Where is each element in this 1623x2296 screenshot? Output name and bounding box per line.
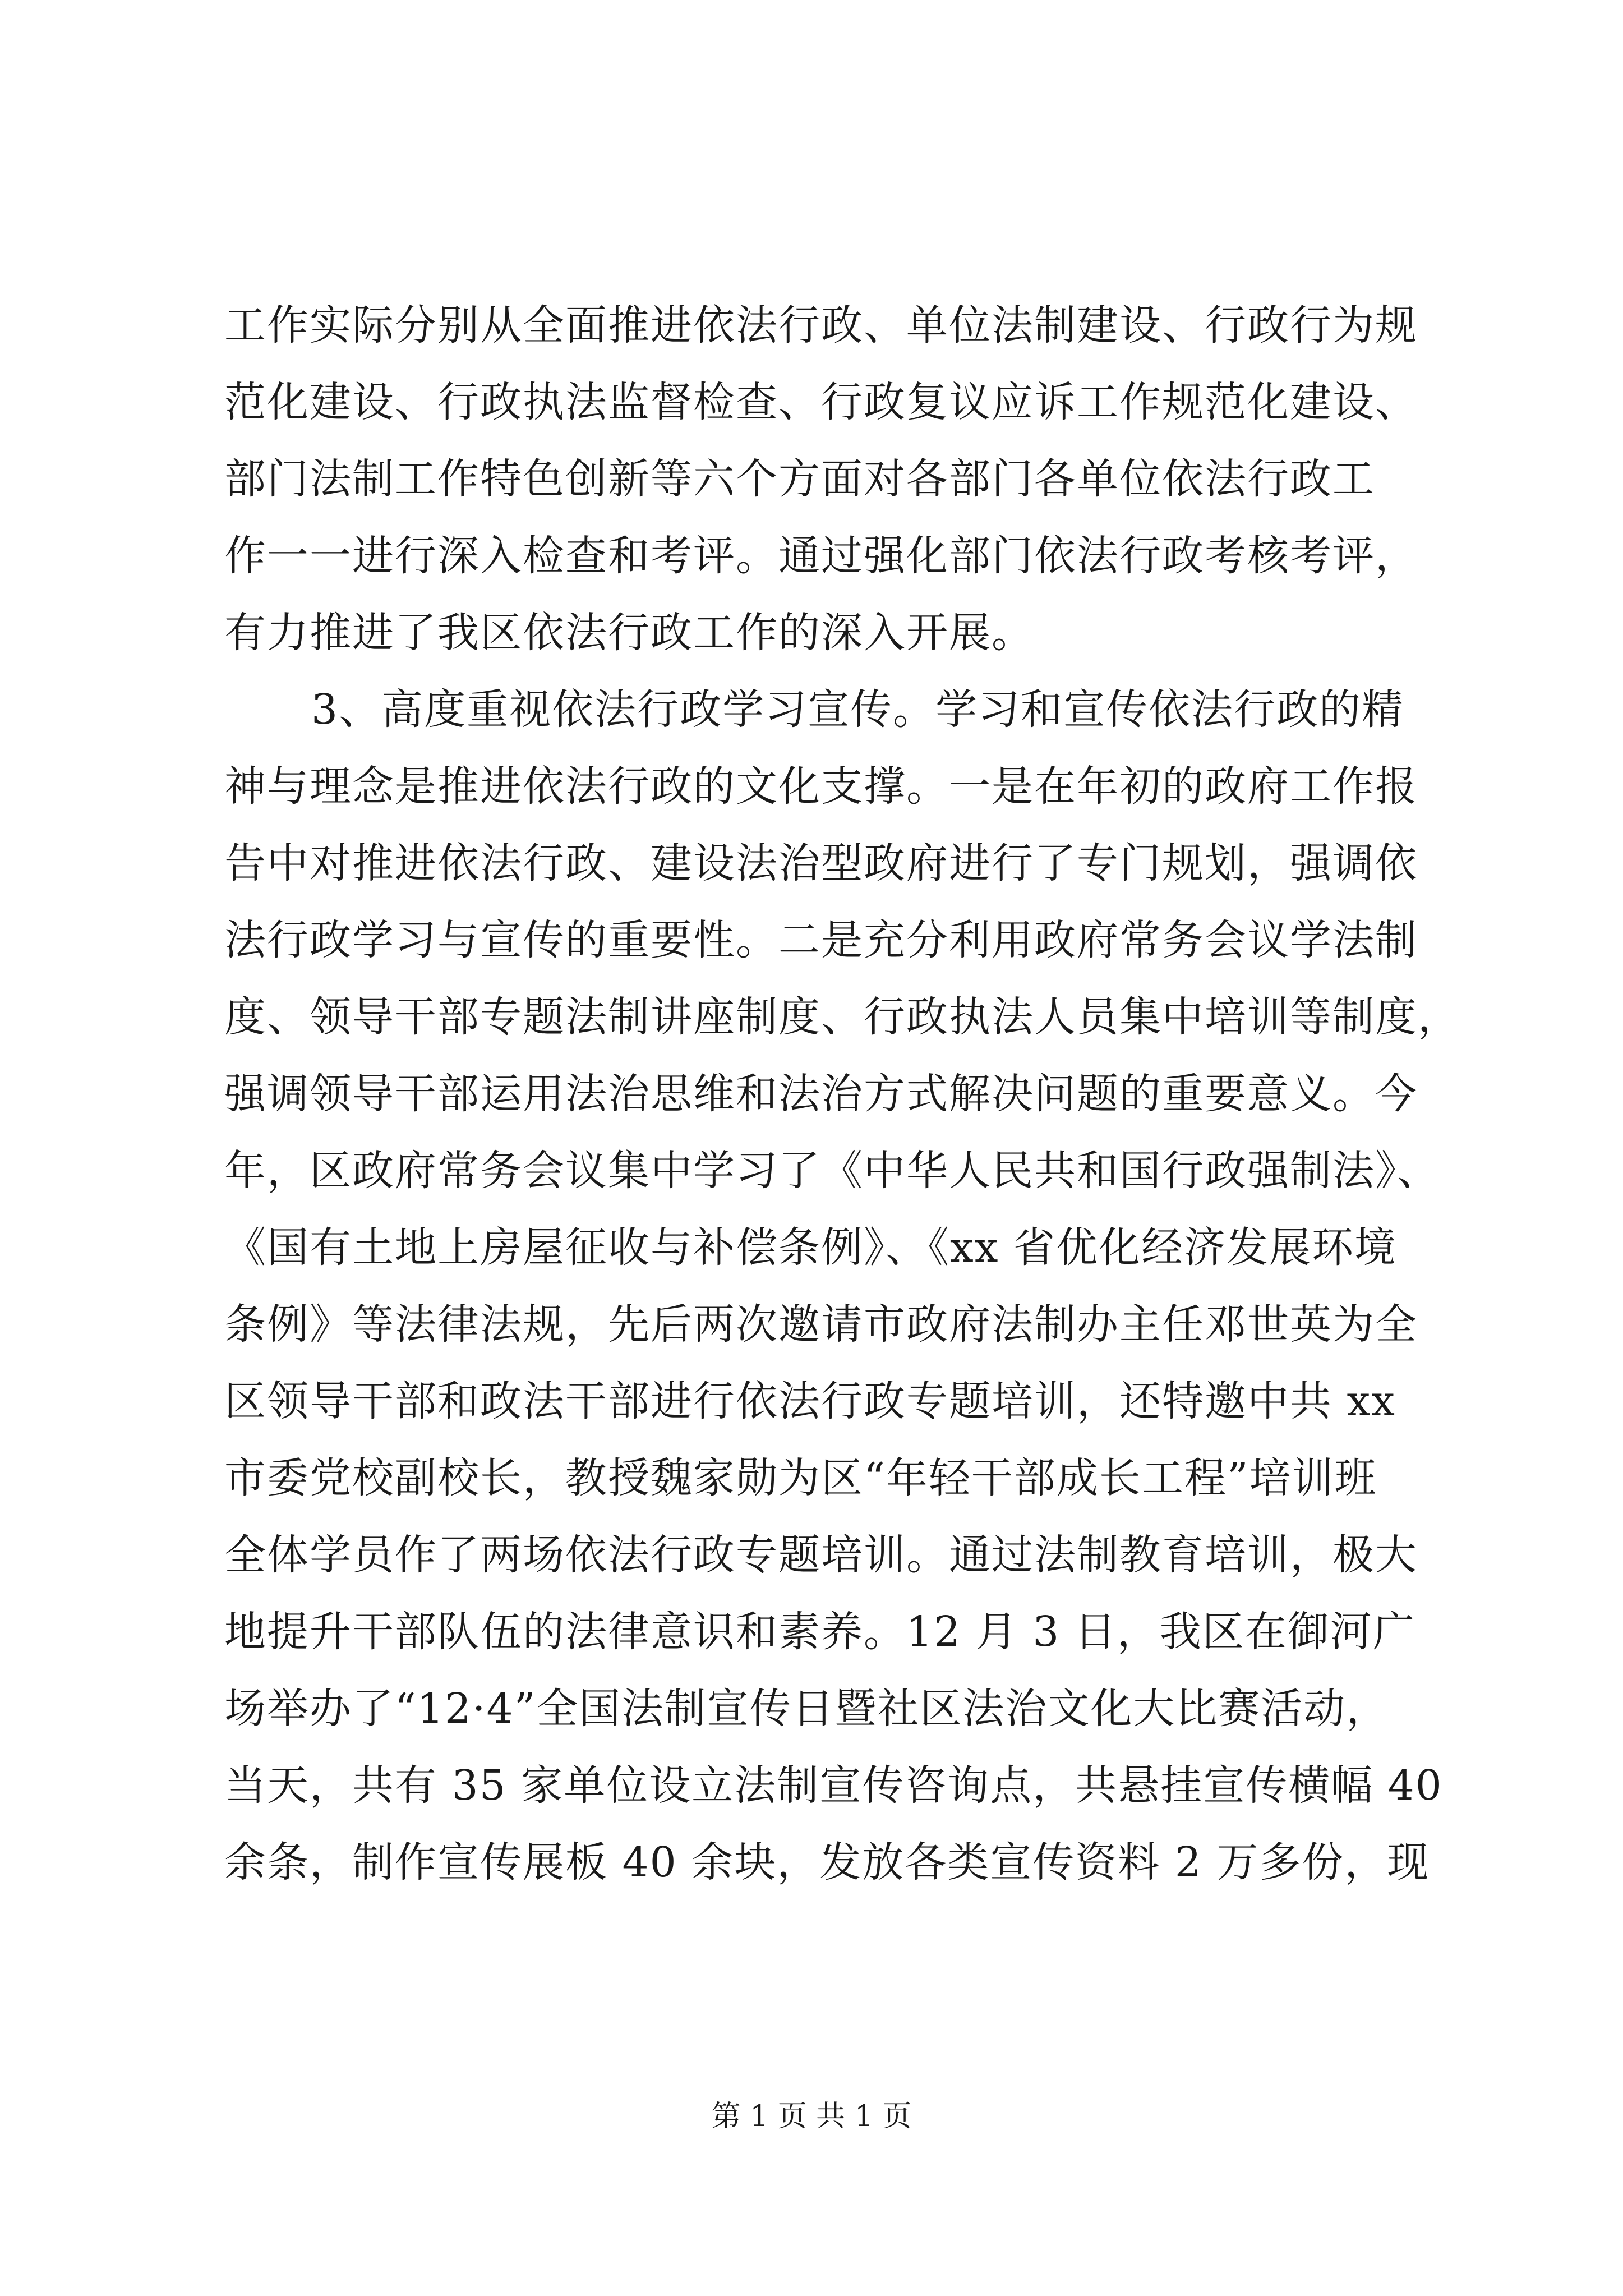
text-line-16: 市委党校副校长，教授魏家勋为区“年轻干部成长工程”培训班 [224,1454,1377,1502]
text-line-9: 法行政学习与宣传的重要性。二是充分利用政府常务会议学法制 [224,916,1418,964]
text-line-17: 全体学员作了两场依法行政专题培训。通过法制教育培训，极大 [224,1531,1418,1579]
text-line-11: 强调领导干部运用法治思维和法治方式解决问题的重要意义。今 [224,1070,1418,1118]
text-line-14: 条例》等法律法规，先后两次邀请市政府法制办主任邓世英为全 [224,1300,1418,1349]
text-line-2: 范化建设、行政执法监督检查、行政复议应诉工作规范化建设、 [224,378,1418,426]
page-number-footer: 第 1 页 共 1 页 [711,2100,912,2133]
text-line-7: 神与理念是推进依法行政的文化支撑。一是在年初的政府工作报 [224,762,1418,811]
text-line-19: 场举办了“12·4”全国法制宣传日暨社区法治文化大比赛活动， [224,1685,1389,1733]
text-line-4: 作一一进行深入检查和考评。通过强化部门依法行政考核考评， [224,532,1418,580]
text-line-3: 部门法制工作特色创新等六个方面对各部门各单位依法行政工 [224,455,1375,503]
text-line-5: 有力推进了我区依法行政工作的深入开展。 [224,609,1034,657]
text-line-13: 《国有土地上房屋征收与补偿条例》、《xx 省优化经济发展环境 [224,1223,1397,1272]
text-line-12: 年，区政府常务会议集中学习了《中华人民共和国行政强制法》、 [224,1147,1440,1195]
text-line-10: 度、领导干部专题法制讲座制度、行政执法人员集中培训等制度， [224,993,1460,1041]
text-line-1: 工作实际分别从全面推进依法行政、单位法制建设、行政行为规 [224,301,1418,349]
paragraph-3-first-line: 3、高度重视依法行政学习宣传。学习和宣传依法行政的精 [311,685,1405,734]
text-line-15: 区领导干部和政法干部进行依法行政专题培训，还特邀中共 xx [224,1377,1396,1425]
text-line-18: 地提升干部队伍的法律意识和素养。12 月 3 日，我区在御河广 [224,1608,1415,1656]
text-line-20: 当天，共有 35 家单位设立法制宣传咨询点，共悬挂宣传横幅 40 [224,1761,1443,1810]
text-line-8: 告中对推进依法行政、建设法治型政府进行了专门规划，强调依 [224,839,1418,887]
text-line-21: 余条，制作宣传展板 40 余块，发放各类宣传资料 2 万多份，现 [224,1838,1430,1887]
